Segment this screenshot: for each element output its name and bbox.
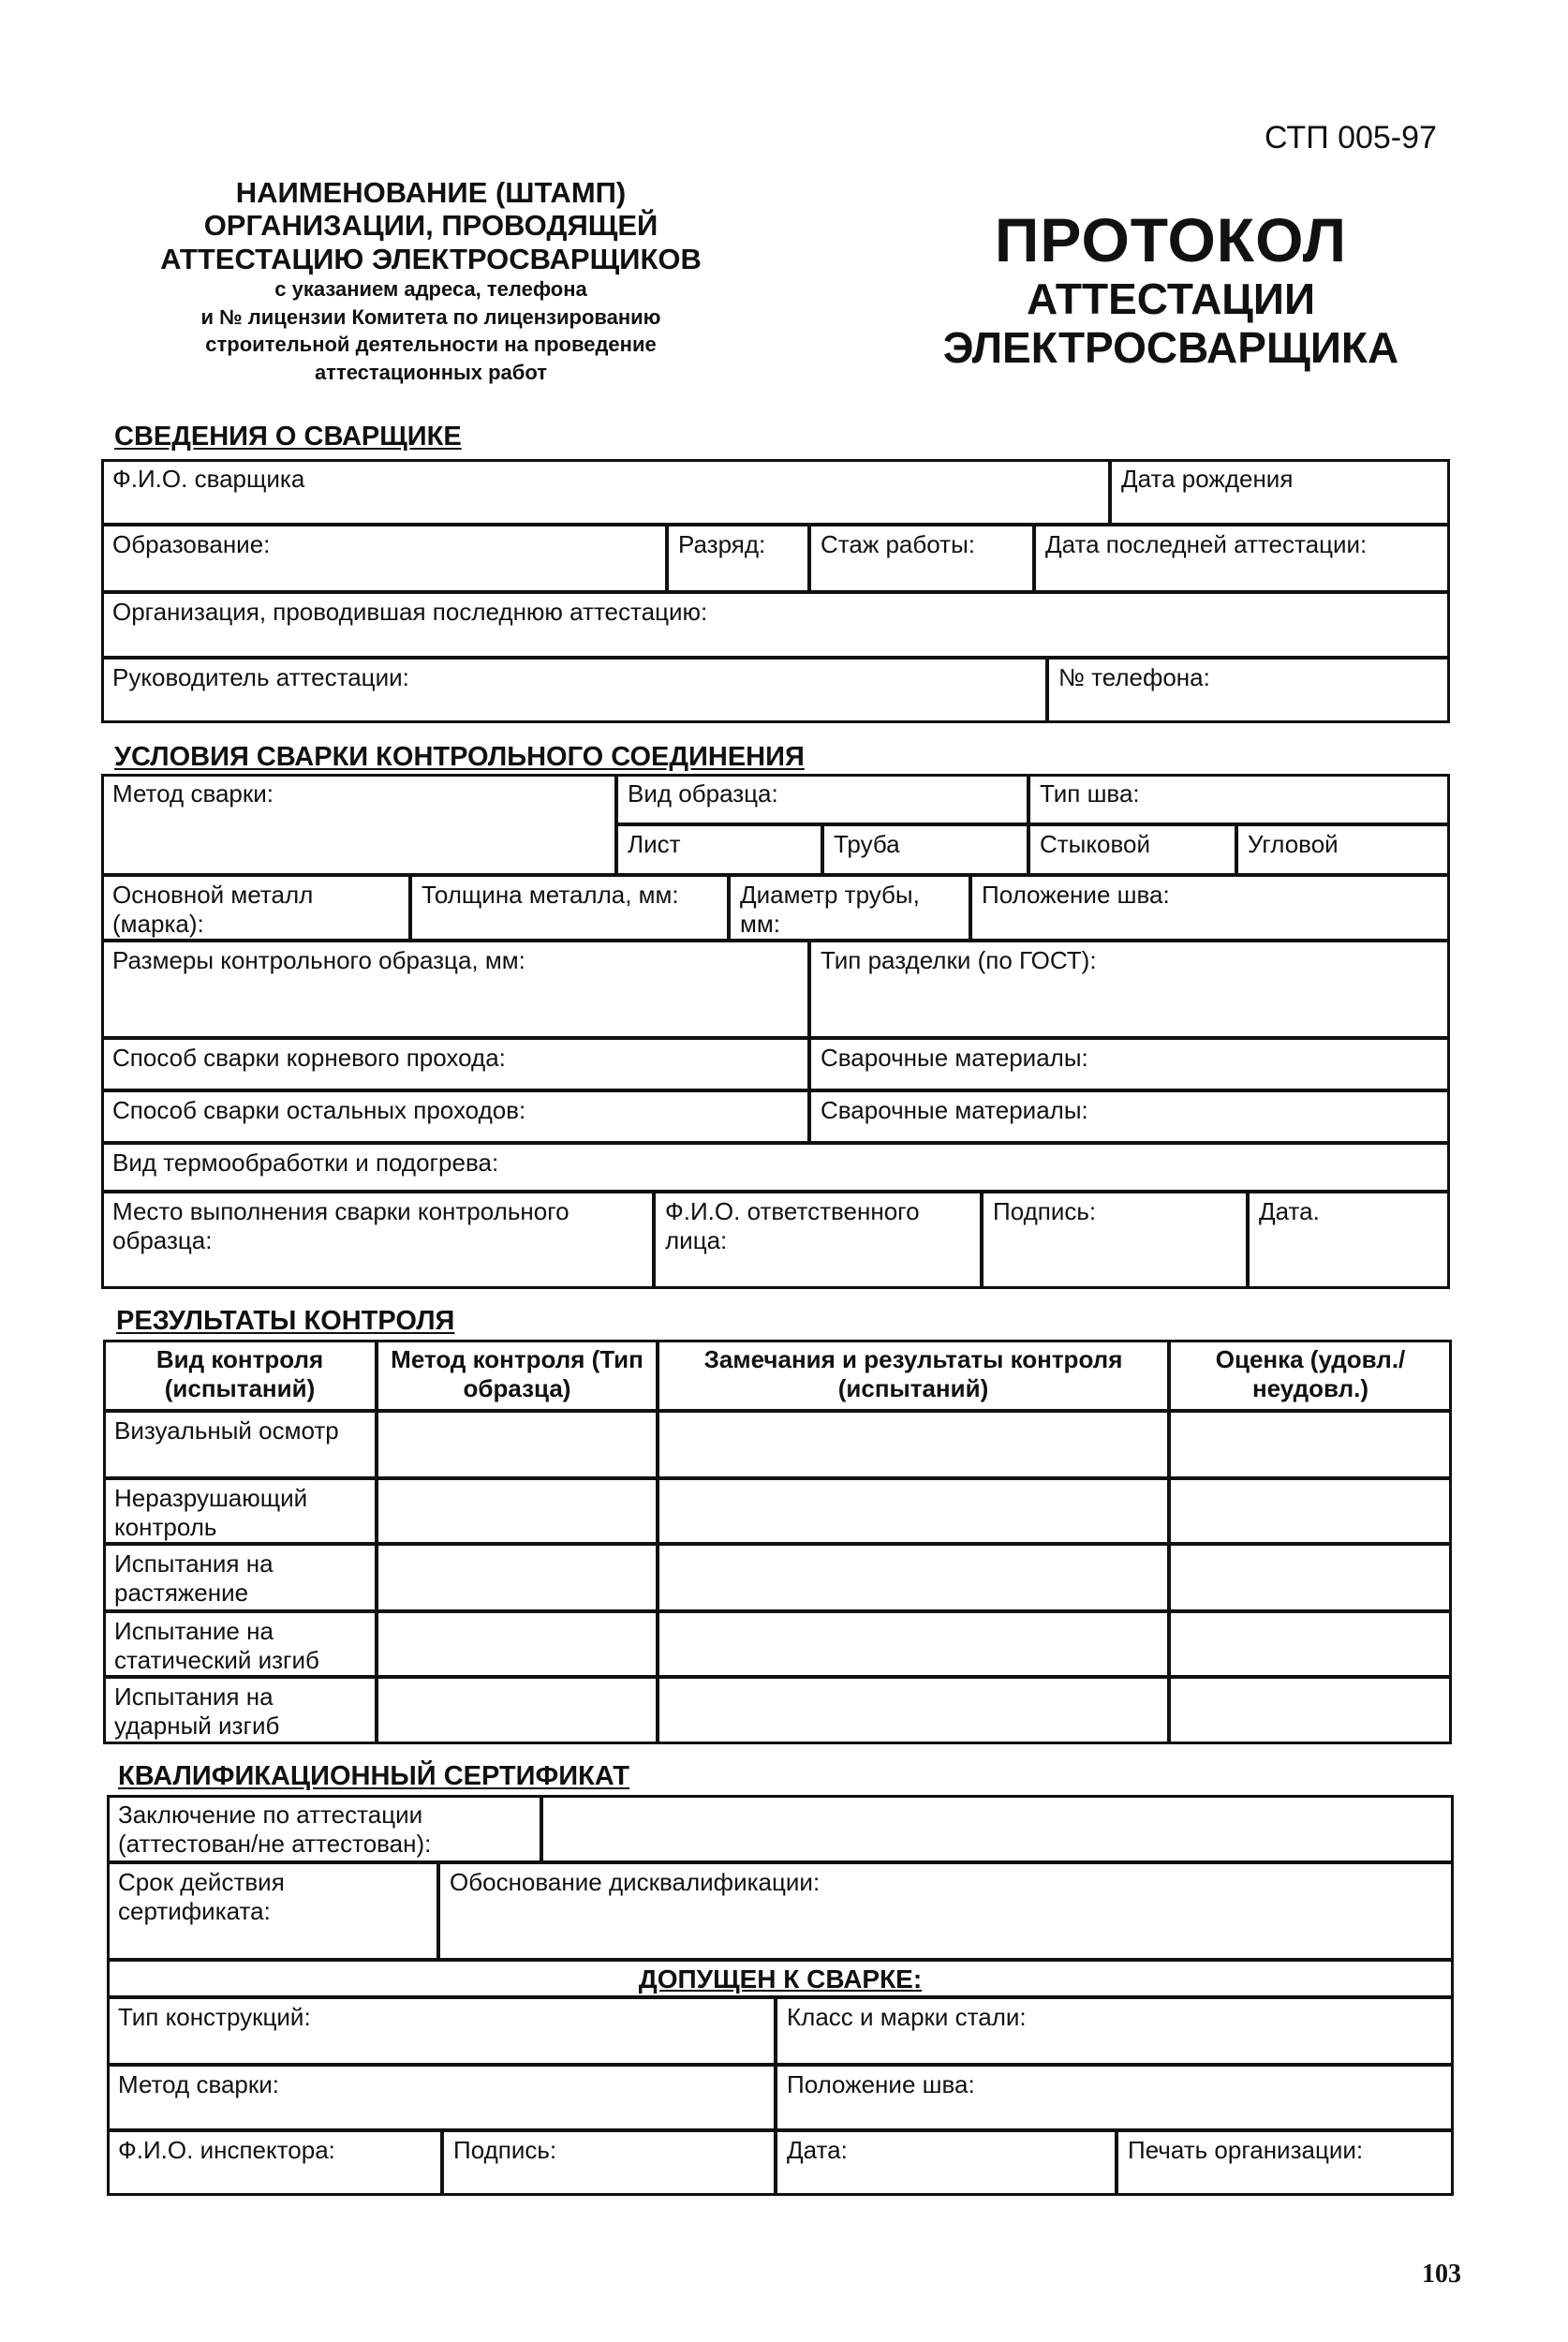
results-cell[interactable] — [1169, 1544, 1452, 1611]
organization-stamp — [94, 176, 768, 387]
sample-pipe-option[interactable]: Труба — [822, 824, 1028, 875]
heat-treatment-field[interactable]: Вид термообработки и подогрева: — [101, 1143, 1450, 1192]
seam-position-admitted-field[interactable]: Положение шва: — [776, 2065, 1454, 2130]
signature-field[interactable]: Подпись: — [982, 1192, 1248, 1289]
seam-type-label: Тип шва: — [1028, 774, 1450, 824]
seam-butt-option[interactable]: Стыковой — [1028, 824, 1236, 875]
other-passes-method-field[interactable]: Способ сварки остальных проходов: — [101, 1090, 809, 1143]
results-row-label: Неразрушающий контроль — [103, 1478, 377, 1544]
seam-position-field[interactable]: Положение шва: — [970, 875, 1450, 941]
conclusion-field[interactable] — [541, 1795, 1454, 1862]
admitted-to-welding-heading: ДОПУЩЕН К СВАРКЕ: — [107, 1960, 1454, 1997]
date-field[interactable]: Дата. — [1248, 1192, 1450, 1289]
results-row-label: Испытания на ударный изгиб — [103, 1677, 377, 1744]
certificate-date-field[interactable]: Дата: — [776, 2130, 1117, 2196]
results-cell[interactable] — [377, 1611, 658, 1677]
welding-place-field[interactable]: Место выполнения сварки контрольного образца: — [101, 1192, 654, 1289]
responsible-person-field[interactable]: Ф.И.О. ответственного лица: — [654, 1192, 982, 1289]
section-conditions-heading: УСЛОВИЯ СВАРКИ КОНТРОЛЬНОГО СОЕДИНЕНИЯ — [114, 742, 805, 772]
protocol-title — [871, 206, 1471, 373]
steel-class-field[interactable]: Класс и марки стали: — [776, 1997, 1454, 2065]
sample-size-field[interactable]: Размеры контрольного образца, мм: — [101, 941, 809, 1038]
attestation-head-field[interactable]: Руководитель аттестации: — [101, 658, 1047, 723]
title-sub: АТТЕСТАЦИИ — [1026, 274, 1316, 323]
last-attestation-date-field[interactable]: Дата последней аттестации: — [1034, 525, 1450, 592]
results-cell[interactable] — [1169, 1611, 1452, 1677]
stamp-note: аттестационных работ — [314, 361, 548, 385]
rank-field[interactable]: Разряд: — [667, 525, 809, 592]
welding-method-admitted-field[interactable]: Метод сварки: — [107, 2065, 776, 2130]
results-cell[interactable] — [1169, 1677, 1452, 1744]
stamp-line: АТТЕСТАЦИЮ ЭЛЕКТРОСВАРЩИКОВ — [160, 242, 702, 275]
section-certificate-heading: КВАЛИФИКАЦИОННЫЙ СЕРТИФИКАТ — [118, 1761, 630, 1791]
results-cell[interactable] — [377, 1411, 658, 1478]
pipe-diameter-field[interactable]: Диаметр трубы, мм: — [729, 875, 970, 941]
seam-corner-option[interactable]: Угловой — [1236, 824, 1450, 875]
experience-field[interactable]: Стаж работы: — [809, 525, 1034, 592]
welder-fio-field[interactable]: Ф.И.О. сварщика — [101, 459, 1110, 525]
disqualification-reason-field[interactable]: Обоснование дисквалификации: — [438, 1862, 1454, 1960]
results-column-header: Вид контроля (испытаний) — [103, 1340, 377, 1411]
results-cell[interactable] — [1169, 1478, 1452, 1544]
results-cell[interactable] — [658, 1677, 1169, 1744]
results-column-header: Замечания и результаты контроля (испытаний) — [658, 1340, 1169, 1411]
phone-field[interactable]: № телефона: — [1047, 658, 1450, 723]
title-sub: ЭЛЕКТРОСВАРЩИКА — [942, 323, 1399, 373]
results-cell[interactable] — [658, 1611, 1169, 1677]
stamp-note: и № лицензии Комитета по лицензированию — [200, 304, 661, 329]
welding-method-field[interactable]: Метод сварки: — [101, 774, 616, 875]
root-pass-method-field[interactable]: Способ сварки корневого прохода: — [101, 1038, 809, 1090]
results-column-header: Оценка (удовл./неудовл.) — [1169, 1340, 1452, 1411]
section-results-heading: РЕЗУЛЬТАТЫ КОНТРОЛЯ — [116, 1306, 455, 1336]
stamp-line: ОРГАНИЗАЦИИ, ПРОВОДЯЩЕЙ — [203, 209, 658, 243]
results-cell[interactable] — [377, 1544, 658, 1611]
results-cell[interactable] — [658, 1544, 1169, 1611]
stamp-note: с указанием адреса, телефона — [274, 276, 587, 301]
conclusion-label: Заключение по аттестации (аттестован/не аттестован): — [107, 1795, 541, 1862]
inspector-signature-field[interactable]: Подпись: — [442, 2130, 776, 2196]
document-code: СТП 005-97 — [1265, 120, 1437, 156]
welding-materials-field[interactable]: Сварочные материалы: — [809, 1038, 1450, 1090]
results-row-label: Испытание на статический изгиб — [103, 1611, 377, 1677]
results-cell[interactable] — [658, 1411, 1169, 1478]
birth-date-field[interactable]: Дата рождения — [1110, 459, 1450, 525]
page-number: 103 — [1422, 2260, 1461, 2289]
inspector-name-field[interactable]: Ф.И.О. инспектора: — [107, 2130, 442, 2196]
results-cell[interactable] — [1169, 1411, 1452, 1478]
results-cell[interactable] — [377, 1677, 658, 1744]
results-cell[interactable] — [377, 1478, 658, 1544]
construction-type-field[interactable]: Тип конструкций: — [107, 1997, 776, 2065]
results-row-label: Испытания на растяжение — [103, 1544, 377, 1611]
sample-sheet-option[interactable]: Лист — [616, 824, 822, 875]
sample-type-label: Вид образца: — [616, 774, 1028, 824]
certificate-validity-field[interactable]: Срок действия сертификата: — [107, 1862, 438, 1960]
section-welder-heading: СВЕДЕНИЯ О СВАРЩИКЕ — [114, 422, 462, 452]
welding-materials-field[interactable]: Сварочные материалы: — [809, 1090, 1450, 1143]
stamp-line: НАИМЕНОВАНИЕ (ШТАМП) — [235, 176, 627, 209]
results-cell[interactable] — [658, 1478, 1169, 1544]
results-column-header: Метод контроля (Тип образца) — [377, 1340, 658, 1411]
base-metal-field[interactable]: Основной металл (марка): — [101, 875, 410, 941]
title-main: ПРОТОКОЛ — [994, 205, 1348, 274]
last-organization-field[interactable]: Организация, проводившая последнюю аттестацию: — [101, 592, 1450, 658]
groove-type-field[interactable]: Тип разделки (по ГОСТ): — [809, 941, 1450, 1038]
education-field[interactable]: Образование: — [101, 525, 667, 592]
organization-seal-field[interactable]: Печать организации: — [1117, 2130, 1454, 2196]
stamp-note: строительной деятельности на проведение — [205, 333, 657, 357]
results-row-label: Визуальный осмотр — [103, 1411, 377, 1478]
metal-thickness-field[interactable]: Толщина металла, мм: — [410, 875, 729, 941]
